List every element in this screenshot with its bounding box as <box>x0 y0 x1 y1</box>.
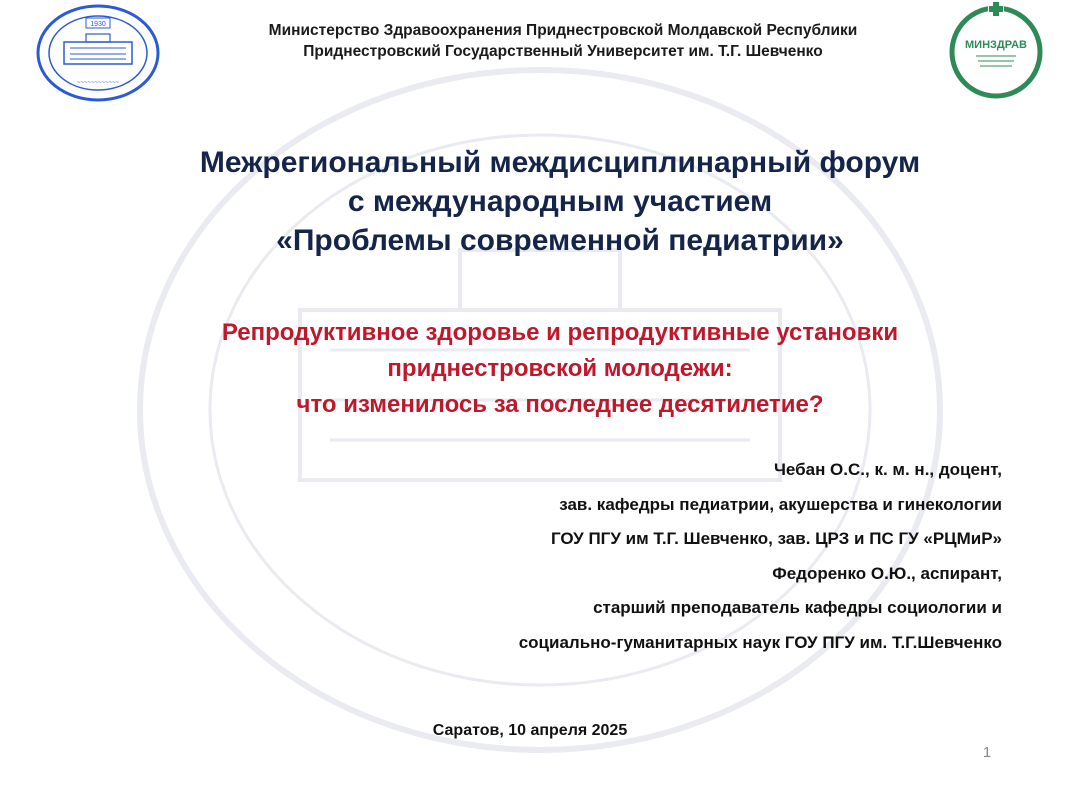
talk-title-line-1: Репродуктивное здоровье и репродуктивные установки <box>221 319 899 346</box>
talk-title-line-3: что изменилось за последнее десятилетие? <box>296 391 824 418</box>
minzdrav-emblem-icon <box>946 0 1046 100</box>
talk-title <box>60 315 1060 423</box>
page-number: 1 <box>982 744 992 761</box>
author-line: старший преподаватель кафедры социологии и <box>593 598 1002 617</box>
university-name: Приднестровский Государственный Университет им. Т.Г. Шевченко <box>303 43 823 60</box>
author-line: Чебан О.С., к. м. н., доцент, <box>773 460 1002 479</box>
svg-text:МИНЗДРАВ: МИНЗДРАВ <box>965 39 1027 51</box>
institution-header <box>180 20 946 62</box>
forum-title-line-2: с международным участием <box>347 185 773 218</box>
ministry-name: Министерство Здравоохранения Приднестровской Молдавской Республики <box>268 22 858 39</box>
authors-block <box>202 453 1002 660</box>
author-line: Федоренко О.Ю., аспирант, <box>772 563 1002 583</box>
author-line: зав. кафедры педиатрии, акушерства и гинекологии <box>559 494 1002 514</box>
svg-text:~~~~~~~~~~~~: ~~~~~~~~~~~~ <box>76 80 120 86</box>
talk-title-line-2: приднестровской молодежи: <box>387 355 733 382</box>
forum-title-line-3: «Проблемы современной педиатрии» <box>276 224 844 257</box>
university-seal-icon <box>36 4 160 102</box>
author-line: социально-гуманитарных наук ГОУ ПГУ им. Т.Г.Шевченко <box>518 632 1002 652</box>
author-line: ГОУ ПГУ им Т.Г. Шевченко, зав. ЦРЗ и ПС ГУ «РЦМиР» <box>550 529 1002 548</box>
svg-text:1930: 1930 <box>90 21 106 28</box>
forum-title <box>60 143 1060 260</box>
place-and-date: Саратов, 10 апреля 2025 <box>432 722 628 739</box>
forum-title-line-1: Межрегиональный междисциплинарный форум <box>199 146 921 179</box>
